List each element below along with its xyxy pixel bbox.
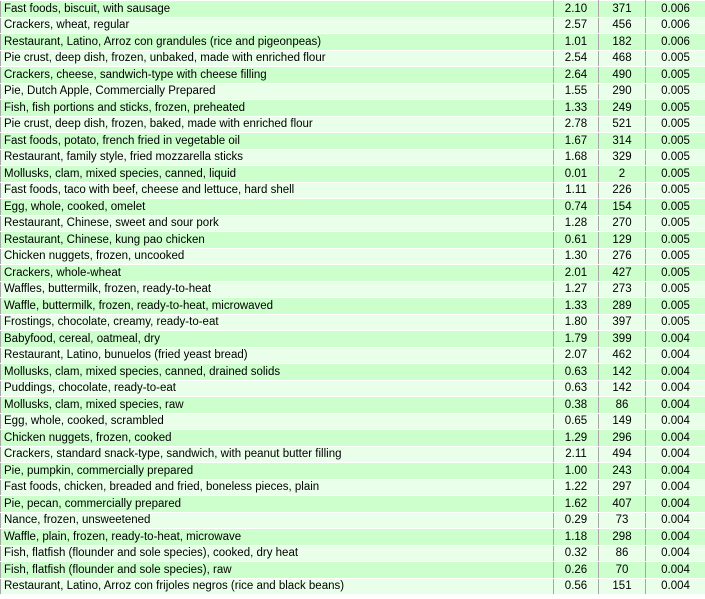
value-a-cell: 2.78 [554,116,599,133]
table-row [1,67,705,84]
table-row [1,446,705,463]
food-name-cell: Waffle, plain, frozen, ready-to-heat, microwave [1,529,554,546]
value-a-cell: 1.01 [554,34,599,51]
food-name-cell: Mollusks, clam, mixed species, canned, liquid [1,166,554,183]
value-b-cell: 142 [599,364,646,381]
table-row [1,265,705,282]
value-b-cell: 151 [599,578,646,595]
table-row [1,578,705,595]
value-a-cell: 1.29 [554,430,599,447]
value-a-cell: 1.11 [554,182,599,199]
value-c-cell: 0.004 [646,545,705,562]
table-row [1,83,705,100]
food-name-cell: Restaurant, Chinese, sweet and sour pork [1,215,554,232]
value-b-cell: 249 [599,100,646,117]
table-row [1,364,705,381]
value-c-cell: 0.004 [646,578,705,595]
value-b-cell: 86 [599,545,646,562]
table-row [1,496,705,513]
value-a-cell: 2.54 [554,50,599,67]
food-name-cell: Puddings, chocolate, ready-to-eat [1,380,554,397]
value-a-cell: 0.61 [554,232,599,249]
food-name-cell: Fast foods, chicken, breaded and fried, boneless pieces, plain [1,479,554,496]
value-a-cell: 0.32 [554,545,599,562]
value-a-cell: 1.27 [554,281,599,298]
table-row [1,50,705,67]
value-c-cell: 0.004 [646,479,705,496]
value-a-cell: 2.01 [554,265,599,282]
value-c-cell: 0.004 [646,347,705,364]
food-name-cell: Fast foods, taco with beef, cheese and lettuce, hard shell [1,182,554,199]
value-c-cell: 0.005 [646,116,705,133]
value-b-cell: 314 [599,133,646,150]
value-a-cell: 1.28 [554,215,599,232]
value-c-cell: 0.004 [646,364,705,381]
value-a-cell: 1.80 [554,314,599,331]
value-b-cell: 289 [599,298,646,315]
value-b-cell: 468 [599,50,646,67]
table-row [1,380,705,397]
value-b-cell: 296 [599,430,646,447]
value-b-cell: 149 [599,413,646,430]
table-row [1,413,705,430]
food-name-cell: Crackers, whole-wheat [1,265,554,282]
value-b-cell: 407 [599,496,646,513]
table-row [1,34,705,51]
table-row [1,17,705,34]
food-name-cell: Restaurant, Latino, Arroz con frijoles negros (rice and black beans) [1,578,554,595]
value-c-cell: 0.005 [646,67,705,84]
value-b-cell: 329 [599,149,646,166]
value-a-cell: 1.55 [554,83,599,100]
value-a-cell: 0.29 [554,512,599,529]
food-name-cell: Fast foods, biscuit, with sausage [1,1,554,18]
table-row [1,166,705,183]
value-a-cell: 1.30 [554,248,599,265]
value-a-cell: 2.07 [554,347,599,364]
table-row [1,529,705,546]
food-name-cell: Waffle, buttermilk, frozen, ready-to-heat, microwaved [1,298,554,315]
food-name-cell: Pie, pecan, commercially prepared [1,496,554,513]
value-a-cell: 1.79 [554,331,599,348]
value-b-cell: 154 [599,199,646,216]
value-b-cell: 243 [599,463,646,480]
value-a-cell: 0.63 [554,380,599,397]
value-b-cell: 86 [599,397,646,414]
value-b-cell: 490 [599,67,646,84]
table-row [1,281,705,298]
value-a-cell: 1.33 [554,298,599,315]
value-c-cell: 0.006 [646,17,705,34]
food-name-cell: Egg, whole, cooked, scrambled [1,413,554,430]
value-c-cell: 0.005 [646,199,705,216]
table-row [1,347,705,364]
value-b-cell: 399 [599,331,646,348]
food-name-cell: Pie, pumpkin, commercially prepared [1,463,554,480]
table-row [1,314,705,331]
food-name-cell: Crackers, cheese, sandwich-type with cheese filling [1,67,554,84]
value-a-cell: 1.68 [554,149,599,166]
food-name-cell: Egg, whole, cooked, omelet [1,199,554,216]
food-name-cell: Mollusks, clam, mixed species, raw [1,397,554,414]
value-a-cell: 1.67 [554,133,599,150]
food-name-cell: Fish, flatfish (flounder and sole species), raw [1,562,554,579]
table-row [1,182,705,199]
table-row [1,562,705,579]
food-name-cell: Waffles, buttermilk, frozen, ready-to-heat [1,281,554,298]
food-name-cell: Restaurant, Chinese, kung pao chicken [1,232,554,249]
food-name-cell: Nance, frozen, unsweetened [1,512,554,529]
value-c-cell: 0.005 [646,314,705,331]
value-b-cell: 397 [599,314,646,331]
table-row [1,199,705,216]
value-a-cell: 0.01 [554,166,599,183]
value-b-cell: 226 [599,182,646,199]
value-b-cell: 273 [599,281,646,298]
value-a-cell: 1.33 [554,100,599,117]
value-c-cell: 0.005 [646,265,705,282]
food-name-cell: Chicken nuggets, frozen, uncooked [1,248,554,265]
food-name-cell: Restaurant, family style, fried mozzarella sticks [1,149,554,166]
value-a-cell: 1.18 [554,529,599,546]
table-row [1,1,705,18]
table-row [1,215,705,232]
value-c-cell: 0.004 [646,463,705,480]
value-c-cell: 0.004 [646,562,705,579]
table-row [1,397,705,414]
value-b-cell: 521 [599,116,646,133]
value-b-cell: 494 [599,446,646,463]
value-c-cell: 0.004 [646,446,705,463]
table-row [1,100,705,117]
table-row [1,463,705,480]
food-name-cell: Pie crust, deep dish, frozen, unbaked, made with enriched flour [1,50,554,67]
value-c-cell: 0.004 [646,380,705,397]
value-a-cell: 2.64 [554,67,599,84]
value-c-cell: 0.005 [646,281,705,298]
value-b-cell: 298 [599,529,646,546]
value-c-cell: 0.005 [646,50,705,67]
value-b-cell: 276 [599,248,646,265]
value-a-cell: 1.22 [554,479,599,496]
value-b-cell: 371 [599,1,646,18]
value-c-cell: 0.005 [646,100,705,117]
value-b-cell: 462 [599,347,646,364]
value-c-cell: 0.004 [646,331,705,348]
food-name-cell: Fish, flatfish (flounder and sole species), cooked, dry heat [1,545,554,562]
value-b-cell: 270 [599,215,646,232]
value-c-cell: 0.005 [646,215,705,232]
value-c-cell: 0.004 [646,413,705,430]
value-b-cell: 142 [599,380,646,397]
table-row [1,512,705,529]
food-name-cell: Crackers, wheat, regular [1,17,554,34]
value-c-cell: 0.005 [646,298,705,315]
value-c-cell: 0.004 [646,529,705,546]
value-b-cell: 73 [599,512,646,529]
table-row [1,479,705,496]
table-row [1,248,705,265]
table-row [1,232,705,249]
value-b-cell: 182 [599,34,646,51]
food-name-cell: Restaurant, Latino, Arroz con grandules (rice and pigeonpeas) [1,34,554,51]
table-row [1,331,705,348]
food-name-cell: Chicken nuggets, frozen, cooked [1,430,554,447]
value-b-cell: 427 [599,265,646,282]
table-row [1,545,705,562]
value-a-cell: 2.57 [554,17,599,34]
food-name-cell: Frostings, chocolate, creamy, ready-to-eat [1,314,554,331]
value-a-cell: 1.00 [554,463,599,480]
table-row [1,149,705,166]
value-b-cell: 129 [599,232,646,249]
value-c-cell: 0.005 [646,133,705,150]
value-c-cell: 0.004 [646,397,705,414]
food-name-cell: Fast foods, potato, french fried in vegetable oil [1,133,554,150]
food-name-cell: Restaurant, Latino, bunuelos (fried yeast bread) [1,347,554,364]
table-row [1,298,705,315]
value-a-cell: 0.38 [554,397,599,414]
table-row [1,116,705,133]
food-name-cell: Mollusks, clam, mixed species, canned, drained solids [1,364,554,381]
value-b-cell: 2 [599,166,646,183]
value-c-cell: 0.006 [646,1,705,18]
value-c-cell: 0.005 [646,83,705,100]
value-b-cell: 297 [599,479,646,496]
table-row [1,430,705,447]
value-a-cell: 2.11 [554,446,599,463]
value-c-cell: 0.005 [646,182,705,199]
value-c-cell: 0.005 [646,166,705,183]
food-name-cell: Pie crust, deep dish, frozen, baked, made with enriched flour [1,116,554,133]
food-name-cell: Crackers, standard snack-type, sandwich, with peanut butter filling [1,446,554,463]
value-b-cell: 70 [599,562,646,579]
value-a-cell: 0.74 [554,199,599,216]
value-c-cell: 0.004 [646,496,705,513]
value-c-cell: 0.005 [646,149,705,166]
value-a-cell: 0.56 [554,578,599,595]
food-name-cell: Fish, fish portions and sticks, frozen, preheated [1,100,554,117]
value-c-cell: 0.006 [646,34,705,51]
value-a-cell: 1.62 [554,496,599,513]
food-name-cell: Pie, Dutch Apple, Commercially Prepared [1,83,554,100]
value-c-cell: 0.004 [646,512,705,529]
value-c-cell: 0.005 [646,248,705,265]
value-a-cell: 0.65 [554,413,599,430]
value-b-cell: 456 [599,17,646,34]
value-c-cell: 0.005 [646,232,705,249]
food-name-cell: Babyfood, cereal, oatmeal, dry [1,331,554,348]
value-a-cell: 2.10 [554,1,599,18]
table-row [1,133,705,150]
value-a-cell: 0.26 [554,562,599,579]
value-c-cell: 0.004 [646,430,705,447]
value-b-cell: 290 [599,83,646,100]
table-body [1,1,705,595]
value-a-cell: 0.63 [554,364,599,381]
